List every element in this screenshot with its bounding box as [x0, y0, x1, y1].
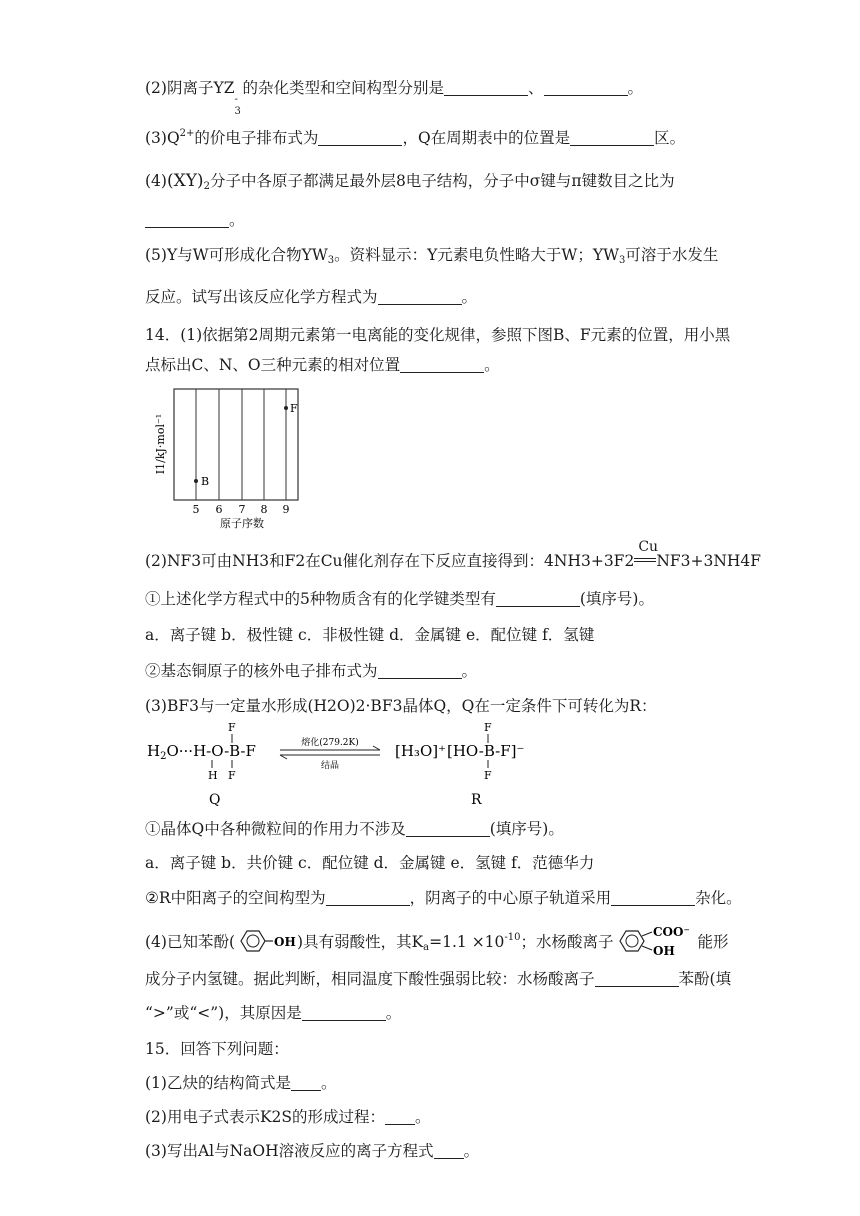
q14-p4-ka-sub: a [423, 942, 430, 953]
answer-blank[interactable] [544, 79, 628, 96]
q15-p2-end: 。 [415, 1108, 431, 1126]
q15-part3 [145, 1140, 479, 1162]
q14-p2-q1-end: (填序号)。 [579, 590, 654, 608]
q14-p4-line2-text-b: 苯酚(填 [678, 970, 732, 988]
x-axis-label: 原子序数 [220, 517, 264, 530]
atom-f: F [484, 721, 492, 734]
q14-part2-options [145, 624, 594, 646]
answer-blank[interactable] [611, 889, 695, 906]
answer-blank[interactable] [406, 820, 490, 837]
ionization-energy-chart [150, 384, 310, 532]
q13-p2-text-b: 的杂化类型和空间构型分别是 [242, 79, 444, 97]
q13-p3-text-b: 的价电子排布式为 [194, 129, 319, 147]
q15-p3-text: (3)写出Al与NaOH溶液反应的离子方程式 [145, 1142, 434, 1160]
answer-blank[interactable] [595, 970, 679, 987]
answer-blank[interactable] [570, 129, 654, 146]
q14-part4 [145, 923, 729, 959]
tick-label: 8 [260, 503, 268, 516]
q13-p4-text-b: 分子中各原子都满足最外层8电子结构，分子中σ键与π键数目之比为 [209, 172, 675, 190]
q13-part2 [145, 77, 644, 117]
q14-part3 [145, 695, 657, 717]
q14-p4-text-c: =1.1 ×10 [429, 933, 505, 951]
q14-part4-line2 [145, 968, 731, 990]
tick-label: 9 [282, 503, 290, 516]
q13-p3-text-d: 区。 [654, 129, 686, 147]
q14-p3-q1-text: ①晶体Q中各种微粒间的作用力不涉及 [145, 820, 406, 838]
tick-label: 6 [215, 503, 223, 516]
answer-blank[interactable] [302, 1004, 386, 1021]
q13-part4-line2 [145, 209, 245, 231]
salicylate-coo-label: COO⁻ [652, 925, 690, 939]
answer-blank[interactable] [385, 1108, 415, 1125]
benzene-ring [620, 931, 644, 951]
answer-blank[interactable] [291, 1074, 321, 1091]
answer-blank[interactable] [496, 590, 580, 607]
q14-p2-q1-text: ①上述化学方程式中的5种物质含有的化学键类型有 [145, 590, 496, 608]
point-b [194, 479, 198, 483]
answer-blank[interactable] [400, 356, 484, 373]
reverse-arrowhead [280, 755, 287, 759]
q14-part4-line3 [145, 1002, 401, 1024]
q13-p5-line2: 反应。试写出该反应化学方程式为 [145, 288, 378, 306]
phenol-oh-label: OH [274, 935, 296, 949]
point-b-label: B [201, 475, 210, 488]
q14-p3-q2-end: 杂化。 [695, 889, 742, 907]
q14-p4-text-d: ；水杨酸离子 [520, 933, 614, 951]
q14-p4-text-b: )具有弱酸性，其K [297, 933, 424, 951]
benzene-ring-inner [247, 935, 259, 947]
q14-p4-text: (4)已知苯酚( [145, 933, 236, 951]
q-structure: $H_2O\cdot\cdot\cdot H-O-B-F$ [147, 742, 256, 762]
answer-blank[interactable] [145, 211, 229, 228]
q14-part1-line2 [145, 354, 500, 376]
q13-p4-end: 。 [229, 211, 245, 229]
q14-part2-q1 [145, 588, 654, 610]
q14-p3-q1-end: (填序号)。 [489, 820, 564, 838]
q-label: Q [209, 792, 221, 808]
q13-p2-sup: - [234, 94, 238, 105]
q14-p4-text-e: 能形 [697, 933, 729, 951]
r-anion: [HO-B-F]⁻ [447, 742, 525, 760]
q14-p2-text: (2)NF3可由NH3和F2在Cu催化剂存在下反应直接得到：4NH3+3F2 [145, 552, 635, 570]
q14-p2-options-text: a．离子键 b．极性键 c．非极性键 d．金属键 e．配位键 f．氢键 [145, 626, 595, 644]
q13-p2-sub: 3 [234, 106, 241, 117]
q14-p4-exp: -10 [504, 932, 521, 943]
q14-p2-q2-text: ②基态铜原子的核外电子排布式为 [145, 662, 378, 680]
q15-p1-end: 。 [320, 1074, 337, 1092]
q14-p3-options-text: a．离子键 b．共价键 c．配位键 d．金属键 e．氢键 f．范德华力 [145, 854, 595, 872]
q13-part3 [145, 123, 685, 149]
point-f-label: F [290, 402, 298, 415]
q13-part5 [145, 244, 718, 272]
q14-p1-text-b: 点标出C、N、O三种元素的相对位置 [145, 356, 401, 374]
bond-line [642, 932, 652, 936]
catalyst-equals [634, 539, 659, 572]
q15-p2-text: (2)用电子式表示K2S的形成过程： [145, 1108, 386, 1126]
point-f [284, 406, 288, 410]
q14-p2-text-b: NF3+3NH4F [656, 552, 762, 570]
q13-p2-sep: 、 [527, 79, 544, 97]
q13-p4-formula: (XY) [166, 171, 204, 191]
q14-part3-q2 [145, 887, 742, 909]
salicylate-structure [614, 923, 698, 959]
answer-blank[interactable] [434, 1142, 464, 1159]
q13-p4-sub: 2 [203, 181, 210, 192]
q14-part3-q1 [145, 818, 564, 840]
answer-blank[interactable] [326, 889, 410, 906]
y-axis-label: I1/kJ·mol⁻¹ [154, 413, 167, 475]
q13-p5-text-c: 可溶于水发生 [625, 246, 719, 264]
q13-p5-sub: 3 [327, 255, 335, 266]
q13-p5-text-b: 。资料显示：Y元素电负性略大于W；YW [334, 246, 620, 264]
q14-part2-q2 [145, 660, 477, 682]
reaction-scheme [145, 718, 525, 808]
r-label: R [471, 792, 482, 808]
q15-part2 [145, 1106, 431, 1128]
q14-p3-q2-text: ②R中阳离子的空间构型为 [145, 889, 326, 907]
q13-p5-end: 。 [461, 288, 478, 306]
tick-label: 5 [192, 503, 200, 516]
q15-part1 [145, 1072, 336, 1094]
q14-p4-line2-text: 成分子内氢键。据此判断，相同温度下酸性强弱比较：水杨酸离子 [145, 970, 595, 988]
q14-p1-text: 14．(1)依据第2周期元素第一电离能的变化规律，参照下图B、F元素的位置，用小黑 [145, 326, 731, 344]
q13-p5-sub2: 3 [619, 255, 626, 266]
q13-p3-text-c: ，Q在周期表中的位置是 [402, 129, 571, 147]
bond-line [642, 946, 652, 950]
q13-p4-text: (4) [145, 172, 167, 190]
q15-title [145, 1038, 289, 1060]
q13-p5-text: (5)Y与W可形成化合物YW [145, 246, 328, 264]
q15-p3-end: 。 [463, 1142, 480, 1160]
q13-p3-text: (3)Q [145, 129, 180, 147]
q14-p3-text: (3)BF3与一定量水形成(H2O)2·BF3晶体Q，Q在一定条件下可转化为R： [145, 697, 657, 715]
tick-label: 7 [238, 503, 246, 516]
phenol-structure [235, 928, 297, 954]
q14-p4-line3-text: “>”或“<”)，其原因是 [145, 1004, 302, 1022]
arrow-top-label: 熔化(279.2K) [301, 738, 359, 748]
q13-part4 [145, 170, 675, 198]
q14-part2 [145, 539, 762, 572]
q13-p2-end: 。 [627, 79, 644, 97]
answer-blank[interactable] [444, 79, 528, 96]
q13-part5-line2 [145, 286, 477, 308]
answer-blank[interactable] [378, 662, 462, 679]
r-cation: [H₃O]⁺ [395, 742, 447, 760]
atom-f: F [228, 769, 236, 782]
q14-part1 [145, 324, 730, 346]
q13-p3-sup: 2+ [179, 128, 195, 139]
catalyst-label: Cu [638, 539, 659, 555]
salicylate-oh-label: OH [652, 944, 675, 958]
q14-part3-options [145, 852, 594, 874]
q15-p1-text: (1)乙炔的结构简式是 [145, 1074, 291, 1092]
q14-p3-q2-text-b: ，阴离子的中心原子轨道采用 [409, 889, 612, 907]
atom-h: H [208, 769, 218, 782]
forward-arrowhead [373, 746, 380, 750]
q14-p1-end: 。 [484, 356, 500, 374]
q13-p2-text: (2)阴离子YZ [145, 79, 235, 97]
benzene-ring [241, 931, 265, 951]
benzene-ring-inner [626, 935, 638, 947]
answer-blank[interactable] [318, 129, 402, 146]
atom-f: F [228, 721, 236, 734]
q14-p2-q2-end: 。 [461, 662, 478, 680]
atom-f: F [484, 769, 492, 782]
chart-frame [174, 389, 298, 500]
q14-p4-line3-end: 。 [385, 1004, 402, 1022]
q15-title-text: 15．回答下列问题： [145, 1040, 289, 1058]
arrow-bottom-label: 结晶 [320, 761, 340, 771]
answer-blank[interactable] [378, 288, 462, 305]
